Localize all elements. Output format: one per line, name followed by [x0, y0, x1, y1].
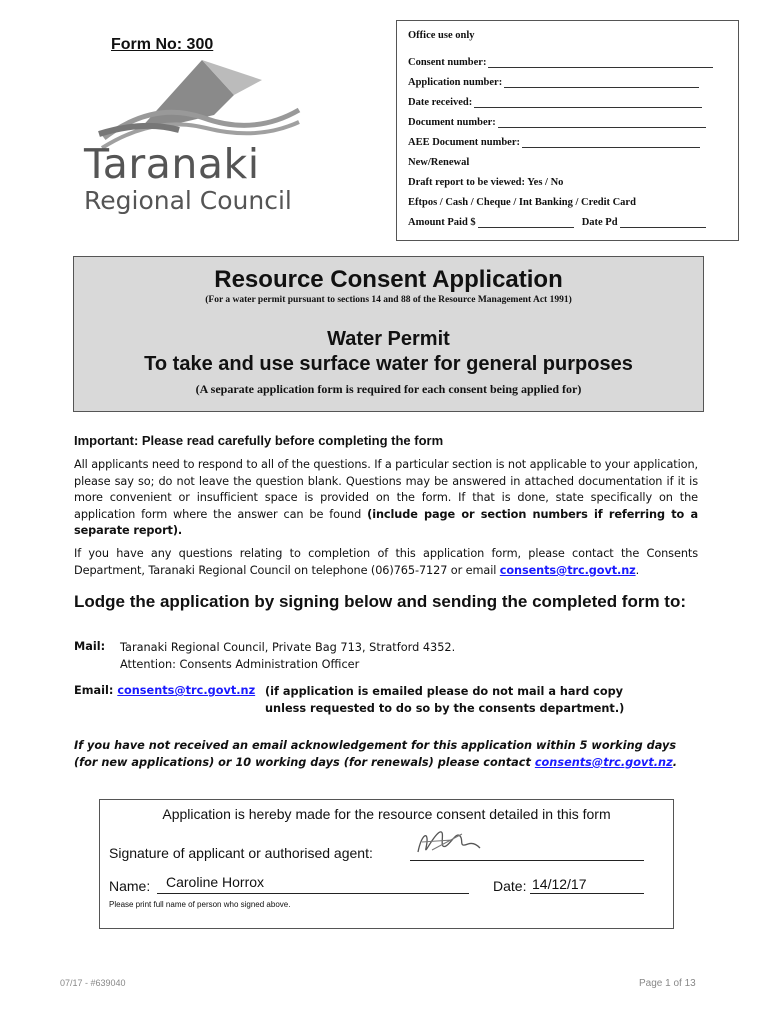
date-line [530, 893, 644, 894]
signature-heading: Application is hereby made for the resource consent detailed in this form [162, 806, 611, 822]
lodge-heading: Lodge the application by signing below and sending the completed form to: [74, 592, 687, 611]
mail-address: Taranaki Regional Council, Private Bag 713, Stratford 4352. Attention: Consents Administration Officer [120, 641, 456, 671]
aee-document-number-row: AEE Document number: [408, 137, 700, 148]
name-label: Name: [109, 878, 151, 894]
important-heading: Important: Please read carefully before completing the form [74, 433, 444, 448]
permit-type: Water Permit [327, 328, 450, 350]
logo-subtitle: Regional Council [84, 186, 292, 215]
page-title: Resource Consent Application [214, 266, 563, 293]
logo-name: Taranaki [84, 140, 260, 188]
instructions-paragraph: All applicants need to respond to all of the questions. If a particular section is not applicable to your application, please say so; do not leave the question blank. Questions may be answered in attached documentation if it is more convenient or insufficient space is provided on the form. If that is done, state specifically on the application form where the answer can be found (include page or section numbers if referring to a separate report). [74, 458, 699, 538]
signature-line[interactable] [410, 860, 644, 861]
application-number-row: Application number: [408, 77, 699, 88]
ack-email-link[interactable]: consents@trc.govt.nz [534, 755, 673, 769]
contact-paragraph: If you have any questions relating to completion of this application form, please contact the Consents Department, Taranaki Regional Council on telephone (06)765-7127 or email consents@trc.govt.nz. [74, 547, 698, 577]
document-number-row: Document number: [408, 117, 706, 128]
contact-email-link[interactable]: consents@trc.govt.nz [499, 563, 636, 577]
signature-box [99, 799, 674, 929]
date-received-row: Date received: [408, 97, 702, 108]
office-title: Office use only [408, 30, 475, 41]
office-use-box [396, 20, 739, 241]
permit-purpose: To take and use surface water for general purposes [144, 353, 633, 375]
payment-methods-row: Eftpos / Cash / Cheque / Int Banking / Credit Card [408, 197, 636, 208]
footer-page-number: Page 1 of 13 [639, 978, 696, 989]
form-number: Form No: 300 [111, 36, 214, 53]
name-line [157, 893, 469, 894]
name-field[interactable]: Caroline Horrox [166, 874, 265, 890]
title-note: (A separate application form is required for each consent being applied for) [195, 382, 582, 396]
new-renewal-row: New/Renewal [408, 157, 470, 168]
date-field[interactable]: 14/12/17 [532, 876, 587, 892]
lodge-email-link[interactable]: consents@trc.govt.nz [117, 684, 256, 697]
title-box [73, 256, 704, 412]
signature-label: Signature of applicant or authorised agent: [109, 845, 373, 861]
acknowledgement-note: If you have not received an email acknowledgement for this application within 5 working days (for new applications) or 10 working days (for renewals) please contact consents@trc.govt.nz. [74, 739, 677, 769]
draft-report-row: Draft report to be viewed: Yes / No [408, 177, 564, 188]
amount-paid-row: Amount Paid $ Date Pd [408, 217, 706, 228]
title-subtitle: (For a water permit pursuant to sections 14 and 88 of the Resource Management Act 1991) [205, 295, 572, 305]
email-label: Email: consents@trc.govt.nz [74, 684, 256, 697]
print-name-note: Please print full name of person who signed above. [109, 900, 291, 909]
signature-image [412, 822, 484, 862]
email-note: (if application is emailed please do not mail a hard copy unless requested to do so by the consents department.) [265, 685, 625, 715]
consent-number-row: Consent number: [408, 57, 713, 68]
footer-doc-id: 07/17 - #639040 [60, 978, 126, 988]
mail-label: Mail: [74, 640, 106, 653]
date-label: Date: [493, 878, 527, 894]
